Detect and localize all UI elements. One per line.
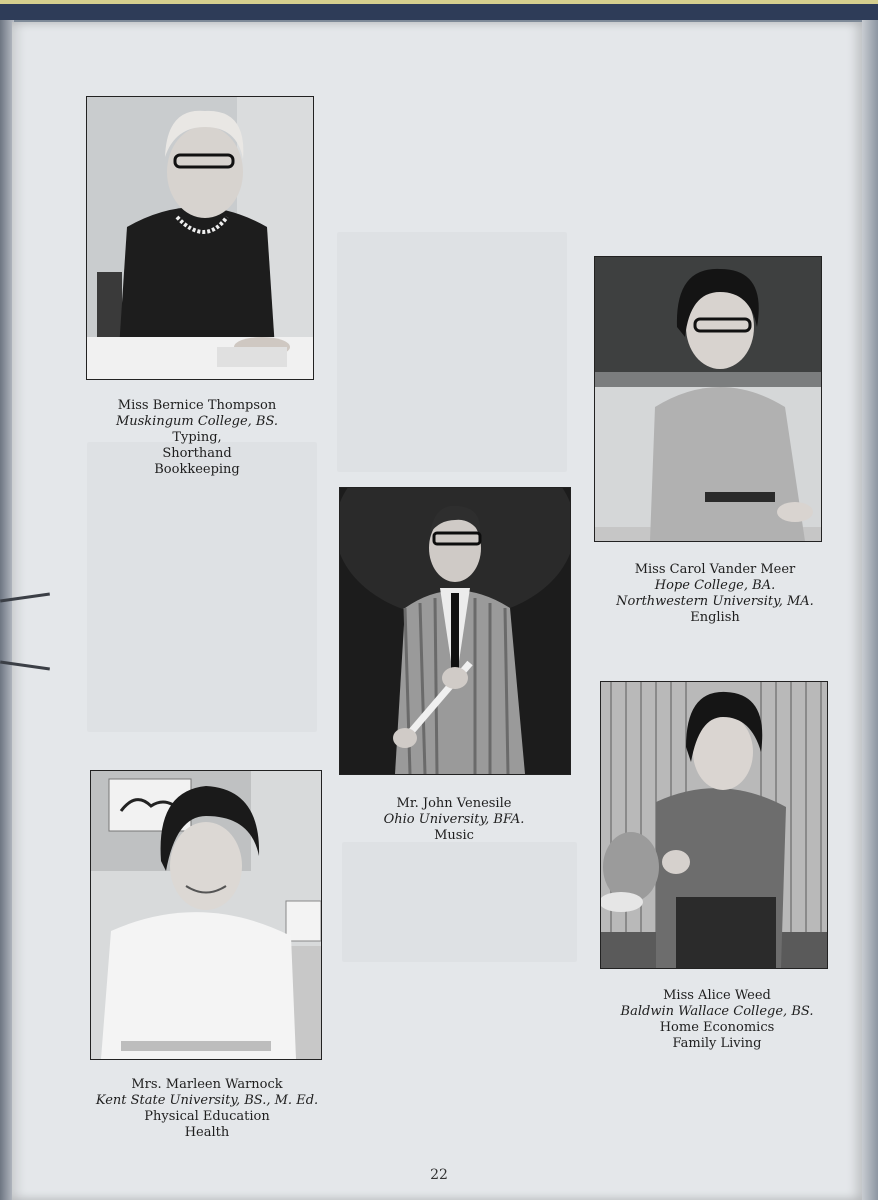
- teacher-education: Baldwin Wallace College, BS.: [620, 1004, 814, 1019]
- bleed-through-shadow: [337, 232, 567, 472]
- photo-john-venesile: [339, 487, 571, 775]
- teacher-subject: Typing,: [172, 430, 222, 445]
- page-number: 22: [430, 1167, 448, 1183]
- photo-bernice-thompson: [86, 96, 314, 380]
- teacher-subject: Home Economics: [659, 1020, 775, 1035]
- teacher-subject: Family Living: [672, 1036, 762, 1051]
- teacher-education: Ohio University, BFA.: [383, 812, 525, 827]
- photo-marleen-warnock: [90, 770, 322, 1060]
- teacher-education: Muskingum College, BS.: [115, 414, 279, 429]
- teacher-education: Northwestern University, MA.: [616, 594, 814, 609]
- teacher-name: Mrs. Marleen Warnock: [131, 1077, 283, 1092]
- caption-marleen-warnock: [82, 1077, 332, 1141]
- caption-alice-weed: [592, 988, 842, 1052]
- bleed-through-shadow: [342, 842, 577, 962]
- caption-carol-vander-meer: [590, 562, 840, 626]
- bleed-through-shadow: [87, 442, 317, 732]
- caption-bernice-thompson: [72, 398, 322, 478]
- caption-john-venesile: [334, 796, 574, 844]
- teacher-subject: Bookkeeping: [154, 462, 240, 477]
- teacher-name: Miss Alice Weed: [663, 988, 771, 1003]
- teacher-subject: Health: [184, 1125, 230, 1140]
- teacher-subject: Physical Education: [144, 1109, 270, 1124]
- teacher-education: Hope College, BA.: [654, 578, 776, 593]
- teacher-name: Miss Bernice Thompson: [117, 398, 277, 413]
- teacher-name: Miss Carol Vander Meer: [634, 562, 796, 577]
- teacher-subject: Shorthand: [162, 446, 232, 461]
- teacher-education: Kent State University, BS., M. Ed.: [95, 1093, 319, 1108]
- teacher-name: Mr. John Venesile: [396, 796, 512, 811]
- teacher-subject: English: [690, 610, 740, 625]
- binder-right-edge: [862, 20, 878, 1200]
- photo-carol-vander-meer: [594, 256, 822, 542]
- teacher-subject: Music: [434, 828, 474, 843]
- photo-alice-weed: [600, 681, 828, 969]
